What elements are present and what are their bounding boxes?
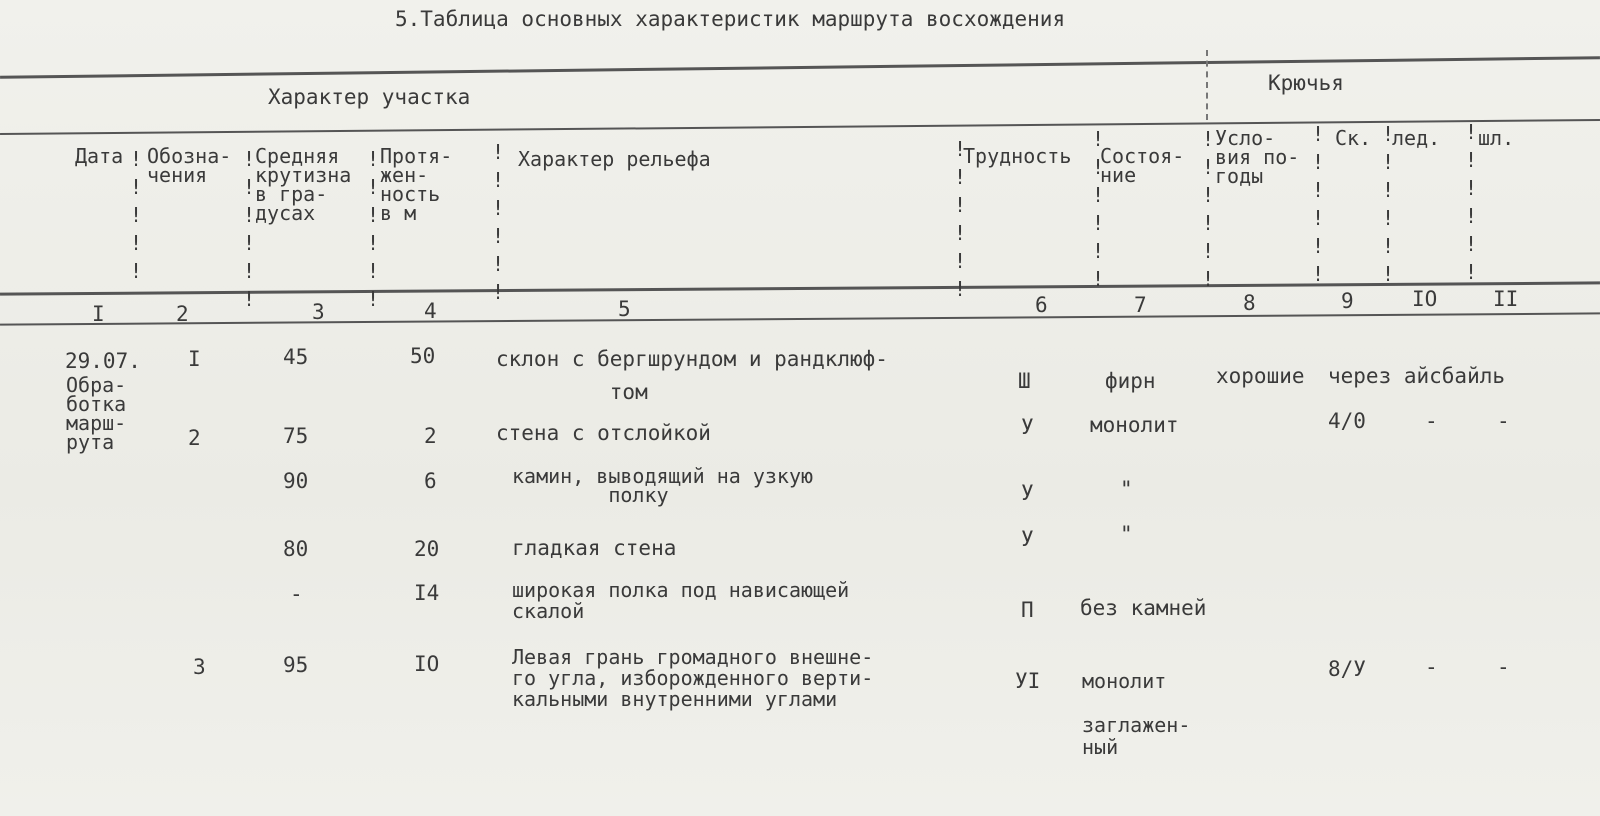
cell-relief: склон с бергшрундом и рандклюф- том (496, 347, 888, 404)
cell-relief: гладкая стена (512, 536, 677, 560)
cell-difficulty: П (1021, 598, 1034, 622)
col-ice: лед. (1392, 126, 1441, 150)
section-label: Характер участка (268, 85, 471, 109)
cell-rock: 8/У (1328, 657, 1366, 681)
col-number: IO (1412, 287, 1438, 311)
col-condition: Состоя- ние (1100, 144, 1185, 187)
cell-bolt: - (1497, 409, 1510, 433)
col-number: 4 (424, 299, 437, 323)
cell-condition: " (1120, 477, 1133, 501)
col-number: 7 (1134, 293, 1147, 317)
cell-steepness: 90 (283, 469, 309, 493)
col-length: Протя- жен- ность в м (380, 144, 453, 225)
cell-rock: 4/0 (1328, 409, 1366, 433)
col-number: 2 (176, 302, 189, 326)
col-relief: Характер рельефа (518, 147, 711, 171)
cell-relief: камин, выводящий на узкую полку (512, 464, 814, 507)
col-number: 6 (1035, 293, 1048, 317)
separator-marks: ! ! ! ! ! ! (1465, 120, 1478, 284)
hooks-divider (1206, 50, 1208, 120)
cell-condition: фирн (1105, 369, 1156, 393)
cell-section: I (188, 347, 201, 371)
cell-section: 2 (188, 426, 201, 450)
date-cell: 29.07. (65, 349, 141, 373)
cell-difficulty: У (1021, 527, 1034, 551)
col-weather: Усло- вия по- годы (1215, 126, 1300, 188)
rule-header-bottom (0, 281, 1600, 295)
separator-marks: ! ! ! ! ! ! (1092, 127, 1105, 291)
separator-marks: ! ! ! ! ! ! (492, 140, 505, 304)
cell-length: IO (414, 652, 440, 676)
col-difficulty: Трудность (963, 144, 1072, 168)
separator-marks: ! ! ! ! ! ! (954, 137, 967, 301)
cell-relief: широкая полка под нависающей скалой (512, 578, 850, 623)
rule-numbers-bottom (0, 312, 1600, 325)
col-date: Дата (75, 144, 124, 168)
separator-marks: ! ! ! ! ! ! (1312, 122, 1325, 286)
separator-marks: ! ! ! ! ! ! (1202, 127, 1215, 291)
cell-difficulty: У (1021, 481, 1034, 505)
cell-length: 2 (424, 424, 437, 448)
col-number: II (1493, 287, 1519, 311)
cell-ice: - (1425, 409, 1438, 433)
cell-relief: стена с отслойкой (496, 421, 711, 445)
separator-marks: ! ! ! ! ! (130, 147, 143, 283)
cell-length: 20 (414, 537, 440, 561)
cell-condition: без камней (1080, 596, 1207, 620)
cell-steepness: 45 (283, 345, 309, 369)
cell-difficulty: УI (1015, 669, 1041, 693)
cell-condition: монолит заглажен- ный (1082, 669, 1191, 759)
cell-steepness: 95 (283, 653, 309, 677)
cell-steepness: 75 (283, 424, 309, 448)
cell-steepness: 80 (283, 537, 309, 561)
table-title: 5.Таблица основных характеристик маршрута восхождения (395, 7, 1066, 31)
col-number: I (92, 302, 105, 326)
cell-relief: Левая грань громадного внешне- го угла, изборожденного верти- кальными внутренними углами (512, 645, 874, 711)
cell-rock: через айсбайль (1328, 364, 1506, 388)
cell-condition: " (1120, 522, 1133, 546)
cell-bolt: - (1497, 655, 1510, 679)
col-number: 5 (618, 297, 631, 321)
col-bolt: шл. (1478, 126, 1515, 150)
cell-length: I4 (414, 581, 440, 605)
col-number: 8 (1243, 291, 1256, 315)
cell-section: 3 (193, 655, 206, 679)
cell-difficulty: У (1021, 415, 1034, 439)
col-rock: Ск. (1335, 126, 1372, 150)
col-number: 9 (1341, 289, 1354, 313)
col-designation: Обозна- чения (147, 144, 232, 187)
cell-difficulty: Ш (1018, 369, 1031, 393)
cell-ice: - (1425, 655, 1438, 679)
date-note: Обра- ботка марш- рута (66, 373, 127, 454)
cell-length: 50 (410, 344, 436, 368)
cell-condition: монолит (1090, 413, 1179, 437)
cell-length: 6 (424, 469, 437, 493)
separator-marks: ! ! ! ! ! ! (367, 147, 380, 311)
cell-weather: хорошие (1216, 364, 1305, 388)
col-number: 3 (312, 300, 325, 324)
col-steepness: Средняя крутизна в гра- дусах (255, 144, 352, 225)
cell-steepness: - (290, 582, 303, 606)
separator-marks: ! ! ! ! ! ! (1382, 122, 1395, 286)
rule-top (0, 56, 1600, 79)
hooks-label: Крючья (1268, 71, 1344, 95)
separator-marks: ! ! ! ! ! ! (243, 147, 256, 311)
